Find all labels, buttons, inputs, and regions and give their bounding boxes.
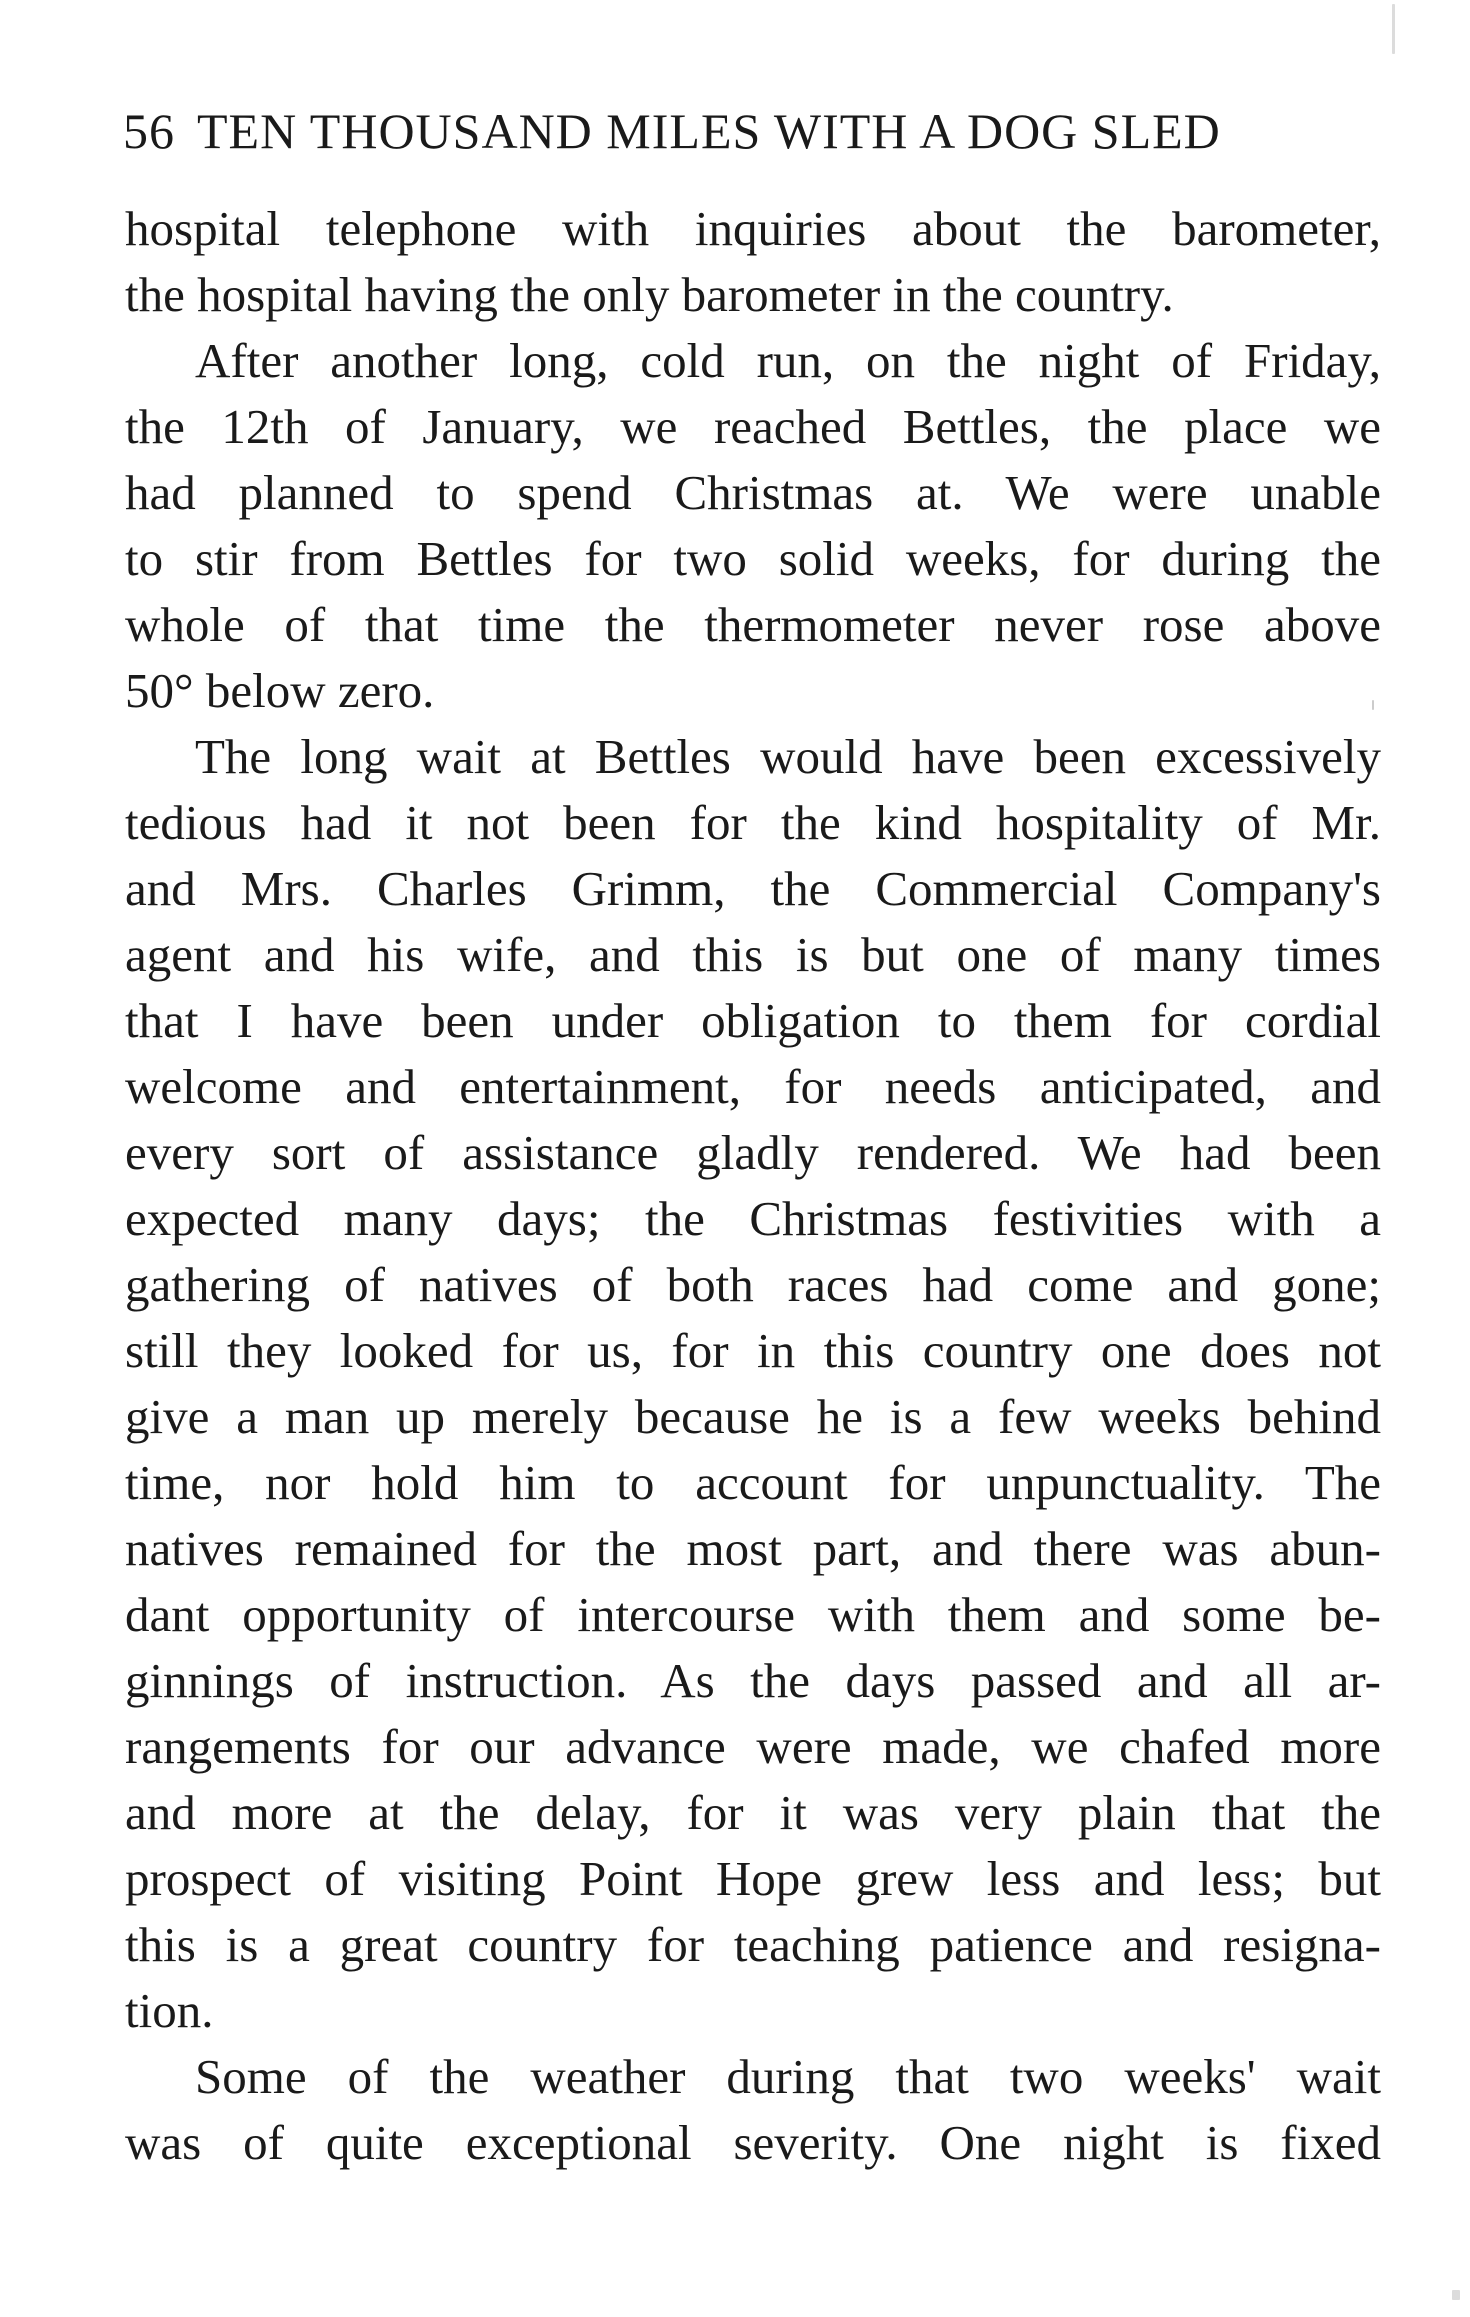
text-line: 50° below zero. [125, 663, 435, 718]
text-line: expected many days; the Christmas festivities with a [125, 1191, 1381, 1246]
text-line: prospect of visiting Point Hope grew less and less; but [125, 1851, 1381, 1906]
text-line: tedious had it not been for the kind hospitality of Mr. [125, 795, 1381, 850]
page-number: 56 [123, 103, 175, 159]
text-line: every sort of assistance gladly rendered. We had been [125, 1125, 1381, 1180]
text-line: tion. [125, 1983, 214, 2038]
text-line: gathering of natives of both races had come and gone; [125, 1257, 1381, 1312]
text-line: this is a great country for teaching patience and resigna- [125, 1917, 1381, 1972]
scan-mark [1372, 700, 1374, 710]
text-line: give a man up merely because he is a few weeks behind [125, 1389, 1381, 1444]
text-line: After another long, cold run, on the night of Friday, [195, 333, 1381, 388]
text-line: to stir from Bettles for two solid weeks, for during the [125, 531, 1381, 586]
text-line: and Mrs. Charles Grimm, the Commercial Company's [125, 861, 1381, 916]
text-line: welcome and entertainment, for needs anticipated, and [125, 1059, 1381, 1114]
text-line: the 12th of January, we reached Bettles, the place we [125, 399, 1381, 454]
text-line: natives remained for the most part, and there was abun- [125, 1521, 1381, 1576]
running-title: TEN THOUSAND MILES WITH A DOG SLED [197, 103, 1221, 159]
text-line: dant opportunity of intercourse with them and some be- [125, 1587, 1381, 1642]
text-line: The long wait at Bettles would have been excessively [195, 729, 1381, 784]
text-line: was of quite exceptional severity. One night is fixed [125, 2115, 1381, 2170]
scan-mark [1452, 2290, 1460, 2300]
text-line: that I have been under obligation to them for cordial [125, 993, 1381, 1048]
text-line: Some of the weather during that two weeks' wait [195, 2049, 1381, 2104]
text-line: and more at the delay, for it was very plain that the [125, 1785, 1381, 1840]
text-line: the hospital having the only barometer in the country. [125, 267, 1174, 322]
text-line: whole of that time the thermometer never rose above [125, 597, 1381, 652]
scan-mark [1392, 4, 1395, 54]
text-line: time, nor hold him to account for unpunctuality. The [125, 1455, 1381, 1510]
text-line: ginnings of instruction. As the days passed and all ar- [125, 1653, 1381, 1708]
text-line: rangements for our advance were made, we chafed more [125, 1719, 1381, 1774]
text-line: agent and his wife, and this is but one of many times [125, 927, 1381, 982]
text-line: still they looked for us, for in this country one does not [125, 1323, 1381, 1378]
running-head [123, 98, 1313, 164]
text-line: had planned to spend Christmas at. We were unable [125, 465, 1381, 520]
text-line: hospital telephone with inquiries about the barometer, [125, 201, 1381, 256]
body-text [125, 196, 1381, 2176]
